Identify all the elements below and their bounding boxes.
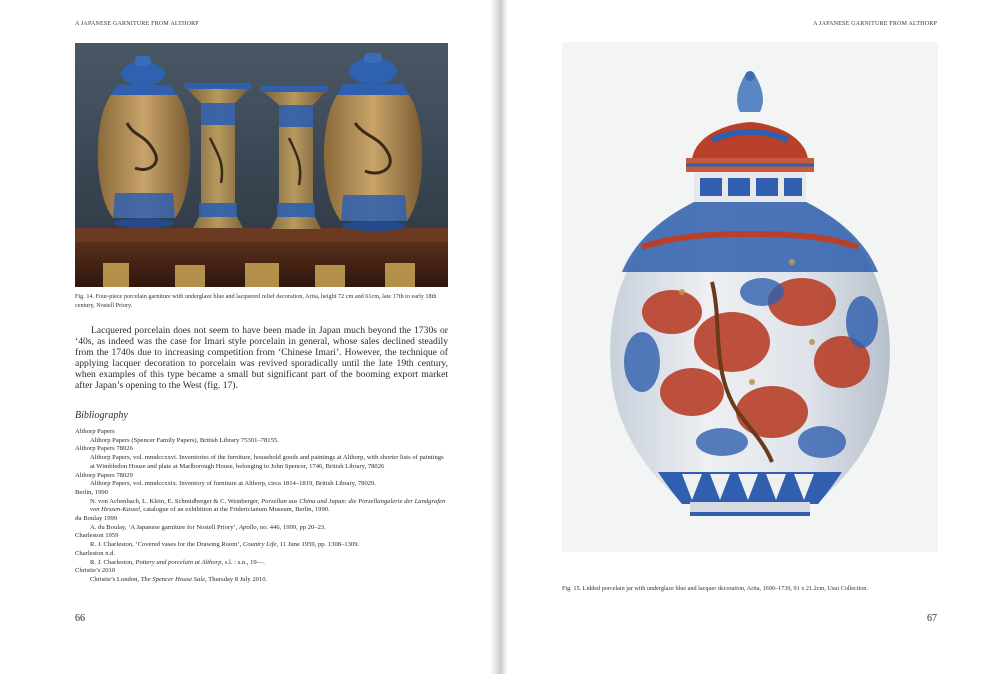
bibliography-key: Charleston 1959: [75, 532, 119, 540]
bibliography-entry: [75, 541, 448, 550]
entry-title-italic: Country Life: [242, 541, 277, 549]
entry-text: , s.l. : s.n., 19—.: [221, 558, 265, 566]
right-page: [500, 0, 999, 674]
bibliography-list: [75, 428, 448, 585]
entry-text: , Thursday 8 July 2010.: [205, 575, 268, 583]
entry-text: N. von Achenbach, L. Klein, E. Schmidberger & C. Weinberger,: [90, 497, 262, 505]
bibliography-key: Charleston n.d.: [75, 549, 116, 557]
entry-title-italic: Porzellan aus China und Japan: die Porzellangalerie der Landgrafen von Hessen-Kassel: [90, 497, 446, 514]
entry-text: , catalogue of an exhibition at the Fridericianum Museum, Berlin, 1990.: [140, 506, 330, 514]
entry-title-italic: Pottery and porcelain at Althorp: [135, 558, 222, 566]
garniture-photo: [75, 43, 448, 287]
bibliography-key: du Boulay 1999: [75, 515, 118, 523]
figure-14-caption: Fig. 14. Four-piece porcelain garniture with underglaze blue and lacquered relief decoration, Arita, height 72 cm and 61cm, late 17th to early 18th century, Nostell Priory.: [75, 293, 437, 309]
bibliography-entry: [75, 576, 448, 585]
gutter-shadow: [500, 0, 508, 674]
running-head-left: A JAPANESE GARNITURE FROM ALTHORP: [75, 21, 199, 27]
page-number-left: 66: [75, 613, 85, 624]
bibliography-key: Althorp Papers 78026: [75, 445, 133, 453]
lidded-jar-illustration: [562, 42, 938, 552]
bibliography-key: Christie’s 2010: [75, 567, 116, 575]
bibliography-key: Althorp Papers: [75, 428, 115, 435]
running-head-right: A JAPANESE GARNITURE FROM ALTHORP: [813, 21, 937, 27]
figure-15-caption: Fig. 15. Lidded porcelain jar with underglaze blue and lacquer decoration, Arita, 1690–1730, 91 x 21.2cm, Usui Collection.: [562, 585, 868, 592]
bibliography-entry: Althorp Papers, vol. mmdccxxix. Inventory of furniture at Althorp, circa 1814–1819, British Library, 78029.: [90, 480, 376, 488]
entry-text: R. J. Charleston,: [90, 558, 136, 566]
lidded-jar-photo: [562, 42, 938, 552]
entry-text: Christie’s London,: [90, 575, 141, 583]
bibliography-entry: Althorp Papers, vol. mmdccxxvi. Inventories of the furniture, household goods and paintings at Althorp, with shorter lists of paintings at Wimbledon House and plate at Marlborough House, belonging to John Spencer, 1746, British Library, 78026: [90, 454, 444, 470]
entry-text: , no. 446, 1999, pp 20–23.: [256, 523, 326, 531]
gutter-shadow: [490, 0, 500, 674]
bibliography-key: Althorp Papers 78029: [75, 471, 133, 479]
bibliography-entry: [75, 524, 448, 533]
bibliography-entry: [75, 559, 448, 568]
entry-title-italic: The Spencer House Sale: [140, 575, 206, 583]
bibliography-key: Berlin, 1990: [75, 488, 108, 496]
bibliography-entry: Althorp Papers (Spencer Family Papers), British Library 75301–78155.: [90, 436, 279, 444]
entry-title-italic: Apollo: [239, 523, 257, 531]
entry-text: A. du Boulay, ‘A Japanese garniture for Nostell Priory’,: [90, 523, 239, 531]
entry-text: R. J. Charleston, ‘Covered vases for the Drawing Room’,: [90, 541, 243, 549]
page-number-right: 67: [927, 613, 937, 624]
bibliography-heading: Bibliography: [75, 410, 128, 421]
garniture-illustration: [75, 43, 448, 287]
entry-text: , 11 June 1959, pp. 1308–1309.: [276, 541, 360, 549]
body-paragraph: Lacquered porcelain does not seem to have been made in Japan much beyond the 1730s or ‘40s, as indeed was the case for Imari style porcelain in general, whose sales declined steadily from the 1740s due to increasing competition from ‘Chinese Imari’. However, the technique of applying lacquer decoration to porcelain was revived sporadically until the late 19th century, when examples of this type became a small but significant part of the booming export market after Japan’s opening to the West (fig. 17).: [75, 325, 448, 391]
bibliography-entry: [90, 498, 448, 515]
